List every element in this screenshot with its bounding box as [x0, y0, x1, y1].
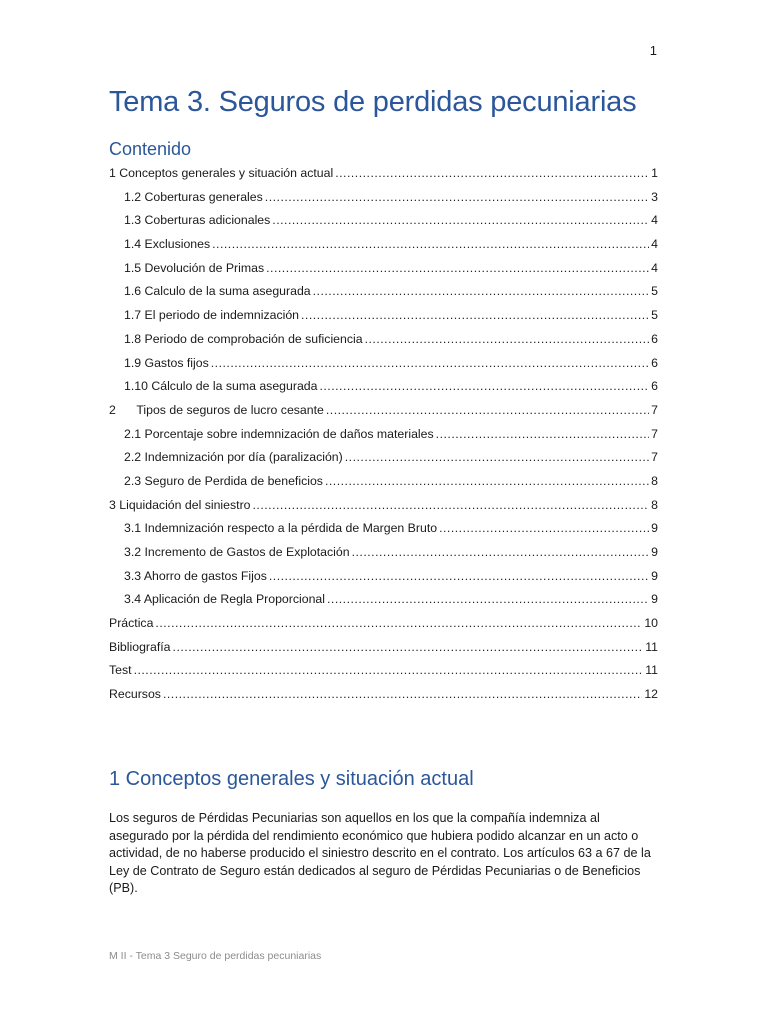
toc-entry-label: 1.9 Gastos fijos: [124, 355, 209, 370]
toc-heading: Contenido: [109, 139, 192, 159]
toc-leader-dots: [272, 210, 649, 230]
toc-leader-dots: [269, 566, 649, 586]
toc-leader-dots: [436, 424, 650, 444]
toc-leader-dots: [155, 613, 642, 633]
toc-entry-label: Test: [109, 663, 132, 678]
toc-entry-page: 11: [645, 639, 658, 654]
toc-leader-dots: [134, 660, 644, 680]
toc-entry-page: 7: [651, 450, 658, 465]
toc-entry-page: 6: [651, 379, 658, 394]
toc-entry-page: 9: [651, 592, 658, 607]
toc-leader-dots: [345, 447, 649, 467]
toc-entry-page: 5: [651, 284, 658, 299]
toc-entry[interactable]: [109, 353, 658, 377]
toc-leader-dots: [301, 305, 649, 325]
toc-entry-label: Práctica: [109, 616, 154, 631]
document-title: Tema 3. Seguros de perdidas pecuniarias: [109, 86, 637, 118]
toc-entry[interactable]: [109, 495, 658, 519]
toc-entry[interactable]: [109, 424, 658, 448]
toc-leader-dots: [253, 495, 650, 515]
toc-entry-page: 5: [651, 308, 658, 323]
toc-entry-page: 6: [651, 355, 658, 370]
section-paragraph: Los seguros de Pérdidas Pecuniarias son aquellos en los que la compañía indemniza al asegurado por la pérdida del rendimiento económico que hubiera podido alcanzar en un acto o actividad, de no haberse producido el siniestro descrito en el contrato. Los artículos 63 a 67 de la Ley de Contrato de Seguro están dedicados al seguro de Pérdidas Pecuniarias o de Beneficios (PB).: [109, 811, 651, 896]
toc-entry[interactable]: [109, 613, 658, 637]
toc-entry-label: 3.3 Ahorro de gastos Fijos: [124, 568, 267, 583]
toc-entry-label: 1.8 Periodo de comprobación de suficiencia: [124, 331, 363, 346]
toc-entry-label: 2.3 Seguro de Perdida de beneficios: [124, 473, 323, 488]
toc-entry-page: 7: [651, 402, 658, 417]
toc-entry-label: 1.4 Exclusiones: [124, 237, 211, 252]
toc-entry[interactable]: [109, 518, 658, 542]
toc-leader-dots: [326, 400, 649, 420]
toc-entry-page: 9: [651, 521, 658, 536]
toc-entry[interactable]: [109, 258, 658, 282]
page-number: 1: [649, 43, 657, 58]
toc-entry-page: 3: [651, 189, 658, 204]
toc-entry[interactable]: [109, 329, 658, 353]
toc-entry[interactable]: [109, 163, 658, 187]
toc-entry-label: 1.7 El periodo de indemnización: [124, 308, 300, 323]
toc-entry[interactable]: [109, 210, 658, 234]
toc-entry[interactable]: [109, 400, 658, 424]
toc-leader-dots: [313, 281, 650, 301]
toc-entry-page: 11: [645, 663, 658, 678]
toc-leader-dots: [352, 542, 650, 562]
toc-entry-label: 2 Tipos de seguros de lucro cesante: [109, 402, 324, 417]
toc-entry-label: 1.3 Coberturas adicionales: [124, 213, 271, 228]
toc-entry-page: 8: [651, 497, 658, 512]
toc-entry-label: 3.2 Incremento de Gastos de Explotación: [124, 545, 350, 559]
toc-leader-dots: [266, 258, 649, 278]
toc-leader-dots: [365, 329, 650, 349]
toc-entry-page: 10: [644, 616, 658, 631]
toc-entry[interactable]: [109, 471, 658, 495]
toc-entry[interactable]: [109, 376, 658, 400]
toc-entry-label: 3.4 Aplicación de Regla Proporcional: [124, 592, 325, 607]
toc-leader-dots: [327, 589, 649, 609]
toc-leader-dots: [325, 471, 649, 491]
toc-entry-label: 3.1 Indemnización respecto a la pérdida de Margen Bruto: [124, 521, 438, 536]
toc-entry-page: 6: [651, 331, 658, 346]
toc-entry-label: 1.2 Coberturas generales: [124, 189, 263, 204]
toc-entry-label: 2.1 Porcentaje sobre indemnización de daños materiales: [124, 426, 434, 441]
toc-entry-label: Recursos: [109, 687, 161, 702]
toc-entry-label: 1.5 Devolución de Primas: [124, 260, 265, 275]
toc-entry[interactable]: [109, 187, 658, 211]
toc-entry-page: 8: [651, 473, 658, 488]
table-of-contents: [109, 163, 658, 708]
toc-entry-page: 9: [651, 568, 658, 583]
section-heading: 1 Conceptos generales y situación actual: [109, 768, 474, 790]
toc-entry-label: 3 Liquidación del siniestro: [109, 497, 251, 512]
toc-leader-dots: [265, 187, 649, 207]
toc-entry-page: 4: [651, 213, 658, 228]
toc-entry-page: 1: [651, 166, 658, 180]
toc-entry[interactable]: [109, 542, 658, 566]
toc-entry-label: 1.10 Cálculo de la suma asegurada: [124, 379, 318, 394]
toc-entry-page: 4: [651, 260, 658, 275]
toc-entry[interactable]: [109, 684, 658, 708]
toc-entry-page: 7: [651, 426, 658, 441]
toc-entry-page: 12: [644, 687, 658, 702]
toc-leader-dots: [439, 518, 649, 538]
toc-entry-label: 1 Conceptos generales y situación actual: [109, 166, 334, 180]
toc-entry[interactable]: [109, 305, 658, 329]
toc-entry[interactable]: [109, 234, 658, 258]
toc-entry-label: 1.6 Calculo de la suma asegurada: [124, 284, 311, 299]
toc-entry-page: 4: [651, 237, 658, 252]
toc-entry[interactable]: [109, 281, 658, 305]
toc-leader-dots: [319, 376, 649, 396]
toc-leader-dots: [173, 637, 644, 657]
toc-leader-dots: [335, 163, 649, 183]
toc-entry[interactable]: [109, 447, 658, 471]
toc-entry[interactable]: [109, 589, 658, 613]
toc-leader-dots: [212, 234, 649, 254]
toc-entry-label: Bibliografía: [109, 639, 171, 654]
toc-entry[interactable]: [109, 566, 658, 590]
toc-entry-label: 2.2 Indemnización por día (paralización): [124, 450, 343, 465]
page-footer: M II - Tema 3 Seguro de perdidas pecuniarias: [109, 950, 322, 962]
toc-leader-dots: [211, 353, 649, 373]
toc-entry[interactable]: [109, 660, 658, 684]
toc-entry-page: 9: [651, 545, 658, 559]
toc-leader-dots: [163, 684, 642, 704]
toc-entry[interactable]: [109, 637, 658, 661]
